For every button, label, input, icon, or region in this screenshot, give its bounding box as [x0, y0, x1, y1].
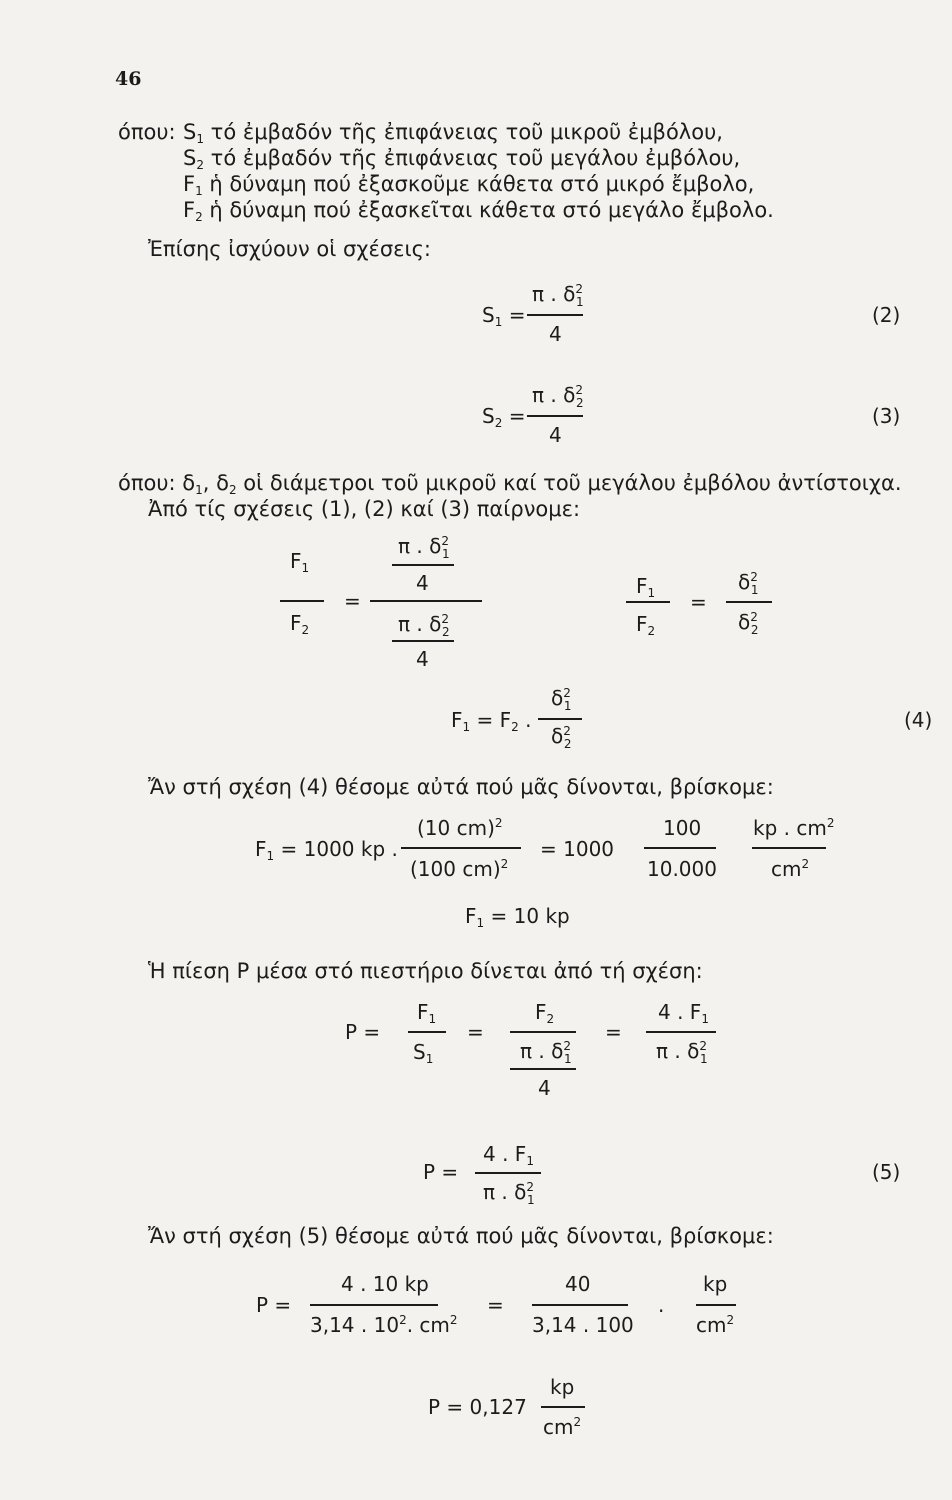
- ratio-F2: $F_2$: [290, 611, 310, 637]
- eq5-label: (5): [872, 1160, 901, 1184]
- ratio-eq-2: =: [690, 590, 707, 614]
- eq4-lhs: $F_1 = F_2$ .: [451, 708, 532, 734]
- defs-lead: όπου:: [118, 120, 176, 144]
- peq-bar-3: [510, 1068, 576, 1070]
- calc1-bar-3: [752, 847, 826, 849]
- eq5-bar: [475, 1172, 541, 1174]
- calc1-bar-1: [401, 847, 521, 849]
- calc2-dot: .: [658, 1293, 665, 1317]
- calc1-unit-num: kp . $cm^2$: [753, 816, 835, 840]
- calc1-num: (10 cm)$^2$: [417, 816, 503, 840]
- calc2-den: 3,14 . $10^2$. $cm^2$: [310, 1313, 458, 1337]
- ratio-F1: $F_1$: [290, 549, 310, 575]
- ratio-left-bar: [280, 600, 324, 602]
- eq3-fraction-bar: [527, 415, 583, 417]
- ratio-r-d1: $\delta^2_1$: [738, 570, 759, 597]
- calc1-eq1000: = 1000: [540, 837, 615, 861]
- ratio-r-left-bar: [626, 601, 670, 603]
- eq4-label: (4): [904, 708, 933, 732]
- ratio-inner-four-bot: 4: [416, 647, 429, 671]
- eq2-label: (2): [872, 303, 901, 327]
- ratio-r-F2: $F_2$: [636, 612, 656, 638]
- ratio-r-right-bar: [726, 601, 772, 603]
- calc1-d10000: 10.000: [647, 857, 717, 881]
- def-line-2: $S_2$ τό ἐμβαδόν τῆς ἐπιφάνειας τοῦ μεγάλου ἐμβόλου,: [183, 146, 741, 172]
- eq5-den: π . $\delta^2_1$: [483, 1180, 535, 1207]
- eq2-numerator: π . $\delta^2_1$: [532, 282, 584, 309]
- calc1-bar-2: [644, 847, 716, 849]
- put4-text: Ἄν στή σχέση (4) θέσομε αὐτά πού μᾶς δίνονται, βρίσκομε:: [148, 775, 774, 799]
- eq2-denominator: 4: [549, 322, 562, 346]
- eq4-num: $\delta^2_1$: [551, 686, 572, 713]
- calc2-n40: 40: [565, 1272, 591, 1296]
- also-text: Ἐπίσης ἰσχύουν οἱ σχέσεις:: [148, 237, 431, 261]
- eq3-numerator: π . $\delta^2_2$: [532, 383, 584, 410]
- final-P: P = 0,127: [428, 1395, 527, 1419]
- peq-pid: π . $\delta^2_1$: [520, 1039, 572, 1066]
- eq3-lhs: $S_2$ =: [482, 404, 526, 430]
- ratio-inner-num-top: π . $\delta^2_1$: [398, 534, 450, 561]
- eq3-denominator: 4: [549, 423, 562, 447]
- ratio-eq-1: =: [344, 589, 361, 613]
- ratio-r-d2: $\delta^2_2$: [738, 610, 759, 637]
- peq-pid-2: π . $\delta^2_1$: [656, 1039, 708, 1066]
- peq-F1: $F_1$: [417, 1000, 437, 1026]
- peq-P: P =: [345, 1020, 381, 1044]
- calc2-num: 4 . 10 kp: [341, 1272, 429, 1296]
- eq5-num: 4 . $F_1$: [483, 1142, 534, 1168]
- calc2-eq: =: [487, 1293, 504, 1317]
- diam-text: όπου: $\delta_1$, $\delta_2$ οἱ διάμετροι τοῦ μικροῦ καί τοῦ μεγάλου ἐμβόλου ἀντίστοιχα.: [118, 471, 902, 497]
- peq-bar-2: [510, 1031, 576, 1033]
- ratio-main-bar: [370, 600, 482, 602]
- final-cm: $cm^2$: [543, 1415, 582, 1439]
- eq5-P: P =: [423, 1160, 459, 1184]
- ratio-inner-bar-bot: [392, 640, 454, 642]
- ratio-r-F1: $F_1$: [636, 574, 656, 600]
- calc2-P: P =: [256, 1293, 292, 1317]
- ratio-inner-four-top: 4: [416, 571, 429, 595]
- peq-eq-1: =: [467, 1020, 484, 1044]
- calc1-den: (100 cm)$^2$: [410, 857, 509, 881]
- ratio-inner-bar-top: [392, 564, 454, 566]
- calc2-bar-3: [696, 1304, 736, 1306]
- calc2-kp: kp: [703, 1272, 728, 1296]
- eq3-label: (3): [872, 404, 901, 428]
- def-line-1: $S_1$ τό ἐμβαδόν τῆς ἐπιφάνειας τοῦ μικροῦ ἐμβόλου,: [183, 120, 723, 146]
- final-bar: [541, 1406, 585, 1408]
- from-text: Ἀπό τίς σχέσεις (1), (2) καί (3) παίρνομε:: [148, 497, 581, 521]
- eq4-den: $\delta^2_2$: [551, 724, 572, 751]
- peq-four: 4: [538, 1076, 551, 1100]
- peq-S1: $S_1$: [413, 1040, 434, 1066]
- peq-F2: $F_2$: [535, 1000, 555, 1026]
- peq-fourF: 4 . $F_1$: [658, 1000, 709, 1026]
- calc2-dprod: 3,14 . 100: [532, 1313, 634, 1337]
- ratio-inner-num-bot: π . $\delta^2_2$: [398, 612, 450, 639]
- page-number: 46: [115, 68, 142, 90]
- peq-eq-2: =: [605, 1020, 622, 1044]
- def-line-3: $F_1$ ἡ δύναμη πού ἐξασκοῦμε κάθετα στό μικρό ἔμβολο,: [183, 172, 755, 198]
- def-line-4: $F_2$ ἡ δύναμη πού ἐξασκεῖται κάθετα στό μεγάλο ἔμβολο.: [183, 198, 774, 224]
- calc1-unit-den: $cm^2$: [771, 857, 810, 881]
- calc1-lhs: $F_1 = 1000$ kp .: [255, 837, 398, 863]
- final-kp: kp: [550, 1375, 575, 1399]
- pressure-text: Ἡ πίεση P μέσα στό πιεστήριο δίνεται ἀπό τή σχέση:: [148, 959, 703, 983]
- peq-bar-4: [646, 1031, 716, 1033]
- put5-text: Ἄν στή σχέση (5) θέσομε αὐτά πού μᾶς δίνονται, βρίσκομε:: [148, 1224, 774, 1248]
- eq2-lhs: $S_1$ =: [482, 303, 526, 329]
- result-F1: $F_1 = 10$ kp: [465, 904, 570, 930]
- calc2-cm: $cm^2$: [696, 1313, 735, 1337]
- peq-bar-1: [408, 1031, 446, 1033]
- eq2-fraction-bar: [527, 314, 583, 316]
- calc1-n100: 100: [663, 816, 702, 840]
- eq4-bar: [538, 718, 582, 720]
- calc2-bar-1: [310, 1304, 438, 1306]
- calc2-bar-2: [532, 1304, 628, 1306]
